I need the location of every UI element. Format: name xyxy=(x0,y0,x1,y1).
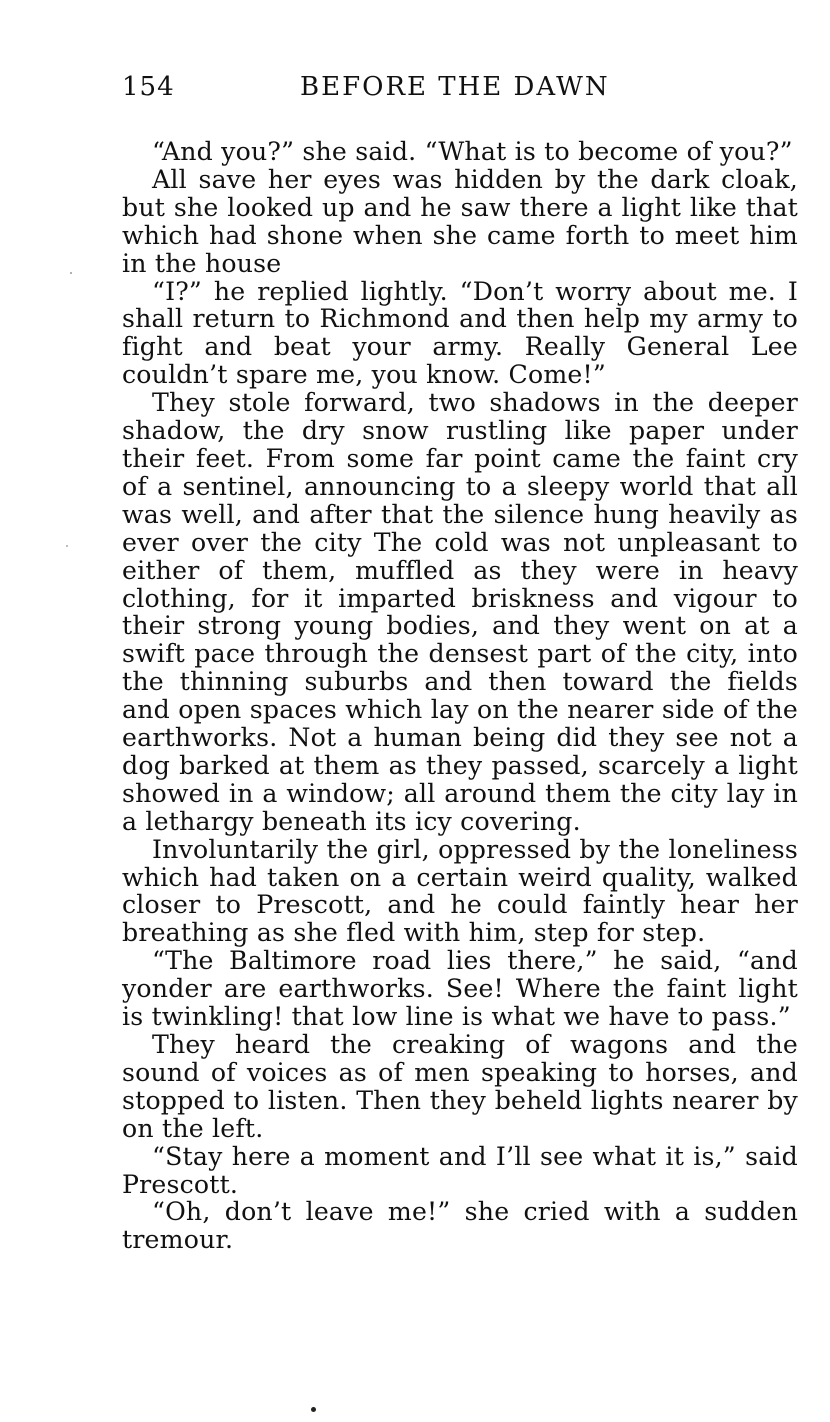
paragraph-6: “The Baltimore road lies there,” he said, “and yonder are earthworks. See! Where the faint light is twinkling! that low line is what we have to pass.” xyxy=(122,946,798,1032)
running-head xyxy=(122,72,798,112)
print-speck xyxy=(66,545,68,547)
paragraph-5: Involuntarily the girl, oppressed by the loneliness which had taken on a certain weird quality, walked closer to Prescott, and he could faintly hear her breathing as she fled with him, step for step. xyxy=(122,834,798,948)
print-speck xyxy=(70,272,72,274)
paragraph-9: “Oh, don’t leave me!” she cried with a sudden tremour. xyxy=(122,1197,798,1255)
book-title: BEFORE THE DAWN xyxy=(300,72,610,102)
paragraph-1: “And you?” she said. “What is to become of you?” xyxy=(152,137,793,166)
paragraph-4: They stole forward, two shadows in the deeper shadow, the dry snow rustling like paper under their feet. From some far point came the faint cry of a sentinel, announcing to a sleepy world that all was well, and after that the silence hung heavily as ever over the city The cold was not unpleasant to either of them, muffled as they were in heavy clothing, for it imparted briskness and vigour to their strong young bodies, and they went on at a swift pace through the densest part of the city, into the thinning suburbs and then toward the fields and open spaces which lay on the nearer side of the earthworks. Not a human being did they see not a dog barked at them as they passed, scarcely a light showed in a window; all around them the city lay in a lethargy beneath its icy covering. xyxy=(122,388,798,836)
print-speck xyxy=(311,1407,316,1412)
body-text xyxy=(122,138,798,1254)
paragraph-8: “Stay here a moment and I’ll see what it is,” said Prescott. xyxy=(122,1141,798,1199)
page-number: 154 xyxy=(122,72,175,102)
paragraph-3: “I?” he replied lightly. “Don’t worry about me. I shall return to Richmond and then help my army to fight and beat your army. Really General Lee couldn’t spare me, you know. Come!” xyxy=(122,276,798,390)
paragraph-2: All save her eyes was hidden by the dark cloak, but she looked up and he saw there a light like that which had shone when she came forth to meet him in the house xyxy=(122,164,798,278)
paragraph-7: They heard the creaking of wagons and the sound of voices as of men speaking to horses, and stopped to listen. Then they beheld lights nearer by on the left. xyxy=(122,1030,798,1143)
